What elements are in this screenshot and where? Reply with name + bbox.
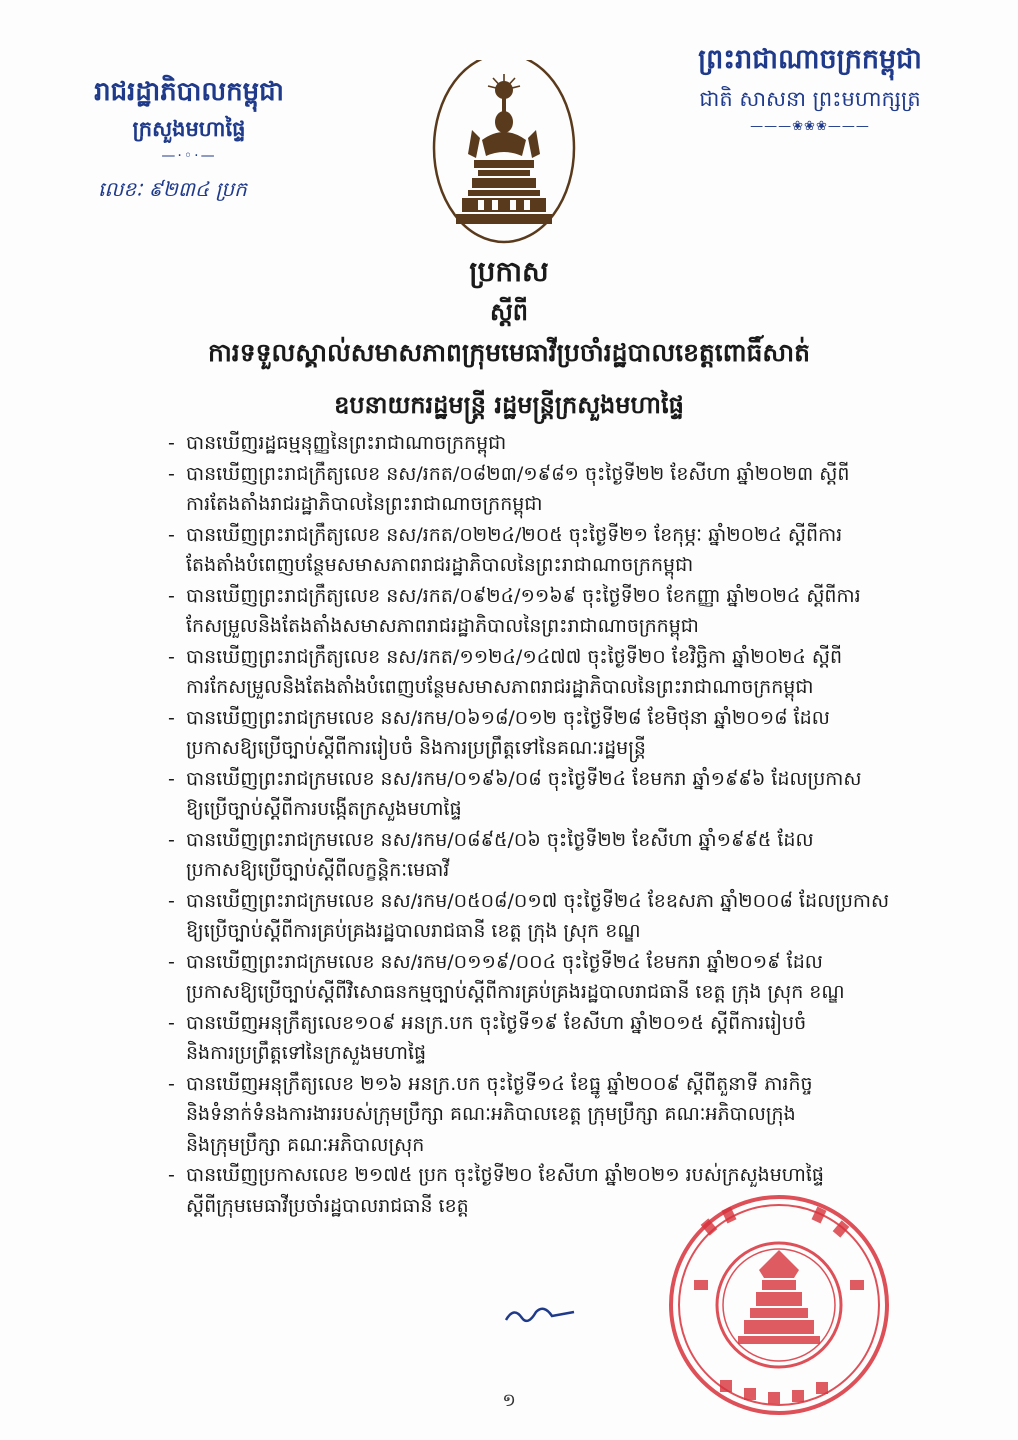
kingdom-header xyxy=(660,38,960,138)
ministry-emblem-icon xyxy=(432,60,576,244)
legal-basis-item xyxy=(168,581,958,642)
document-subject: ការទទួលស្គាល់សមាសភាពក្រុមមេធាវីប្រចាំរដ្ឋបាលខេត្តពោធិ៍សាត់ xyxy=(207,338,811,367)
bullet-dash: - xyxy=(168,645,175,668)
bullet-dash: - xyxy=(168,523,175,546)
ministry-name: ក្រសួងមហាផ្ទៃ xyxy=(132,117,246,141)
item-line: បានឃើញព្រះរាជក្រឹត្យលេខ នស/រកត/០៩២៤/១១៦៩ ចុះថ្ងៃទី២០ ខែកញ្ញា ឆ្នាំ២០២៤ ស្តីពីការ xyxy=(186,584,861,607)
item-line: ការកែសម្រួលនិងតែងតាំងបំពេញបន្ថែមសមាសភាពរាជរដ្ឋាភិបាលនៃព្រះរាជាណាចក្រកម្ពុជា xyxy=(186,676,814,698)
bullet-dash: - xyxy=(168,950,175,973)
legal-basis-item xyxy=(168,459,958,520)
item-line: បានឃើញព្រះរាជក្រមលេខ នស/រកម/០៨៩៥/០៦ ចុះថ្ងៃទី២២ ខែសីហា ឆ្នាំ១៩៩៥ ដែល xyxy=(186,828,814,851)
item-line: បានឃើញព្រះរាជក្រមលេខ នស/រកម/០១៩៦/០៨ ចុះថ្ងៃទី២៤ ខែមករា ឆ្នាំ១៩៩៦ ដែលប្រកាស xyxy=(186,767,862,790)
item-line: និងក្រុមប្រឹក្សា គណៈអភិបាលស្រុក xyxy=(186,1133,425,1156)
legal-basis-item xyxy=(168,886,958,947)
issuer-title: ឧបនាយករដ្ឋមន្ត្រី រដ្ឋមន្ត្រីក្រសួងមហាផ្ទៃ xyxy=(334,391,684,419)
concerning-label: ស្តីពី xyxy=(489,298,529,326)
bullet-dash: - xyxy=(168,828,175,851)
legal-basis-item xyxy=(168,703,958,764)
kingdom-name: ព្រះរាជាណាចក្រកម្ពុជា xyxy=(698,44,922,75)
item-line: ស្តីពីក្រុមមេធាវីប្រចាំរដ្ឋបាលរាជធានី ខេត្ត xyxy=(186,1194,469,1217)
bullet-dash: - xyxy=(168,462,175,485)
legal-basis-item xyxy=(168,1008,958,1069)
ornament-right: ———❀❀❀——— xyxy=(750,119,870,134)
legal-basis-item xyxy=(168,1069,958,1161)
bullet-dash: - xyxy=(168,706,175,729)
legal-basis-item xyxy=(168,642,958,703)
legal-basis-list xyxy=(168,428,958,1221)
item-line: បានឃើញព្រះរាជក្រឹត្យលេខ នស/រកត/០២២៤/២០៥ ចុះថ្ងៃទី២១ ខែកុម្ភៈ ឆ្នាំ២០២៤ ស្តីពីការ xyxy=(186,523,843,546)
item-line: និងការប្រព្រឹត្តទៅនៃក្រសួងមហាផ្ទៃ xyxy=(186,1042,427,1064)
item-line: ការតែងតាំងរាជរដ្ឋាភិបាលនៃព្រះរាជាណាចក្រកម្ពុជា xyxy=(186,493,543,515)
item-line: កែសម្រួលនិងតែងតាំងសមាសភាពរាជរដ្ឋាភិបាលនៃព្រះរាជាណាចក្រកម្ពុជា xyxy=(186,615,699,637)
official-seal-icon xyxy=(664,1190,894,1420)
handwritten-mark xyxy=(500,1300,580,1330)
ornament-left: —·◦·— xyxy=(161,148,217,164)
item-line: តែងតាំងបំពេញបន្ថែមសមាសភាពរាជរដ្ឋាភិបាលនៃព្រះរាជាណាចក្រកម្ពុជា xyxy=(186,554,694,576)
item-line: ប្រកាសឱ្យប្រើច្បាប់ស្តីពីការរៀបចំ និងការប្រព្រឹត្តទៅនៃគណៈរដ្ឋមន្ត្រី xyxy=(186,737,646,759)
bullet-dash: - xyxy=(168,1072,175,1095)
item-line: ប្រកាសឱ្យប្រើច្បាប់ស្តីពីលក្ខន្តិកៈមេធាវី xyxy=(186,859,450,881)
item-line: ឱ្យប្រើច្បាប់ស្តីពីការគ្រប់គ្រងរដ្ឋបាលរាជធានី ខេត្ត ក្រុង ស្រុក ខណ្ឌ xyxy=(186,920,641,942)
item-line: បានឃើញព្រះរាជក្រឹត្យលេខ នស/រកត/១១២៤/១៤៧៧ ចុះថ្ងៃទី២០ ខែវិច្ឆិកា ឆ្នាំ២០២៤ ស្តីពី xyxy=(186,645,843,668)
bullet-dash: - xyxy=(168,584,175,607)
reference-number: លេខៈ ៩២៣៤ ប្រក xyxy=(98,177,247,201)
item-line: បានឃើញអនុក្រឹត្យលេខ ២១៦ អនក្រ.បក ចុះថ្ងៃទី១៤ ខែធ្នូ ឆ្នាំ២០០៩ ស្តីពីតួនាទី ភារកិច្ច xyxy=(186,1072,813,1095)
item-line: បានឃើញព្រះរាជក្រមលេខ នស/រកម/០៥០៨/០១៧ ចុះថ្ងៃទី២៤ ខែឧសភា ឆ្នាំ២០០៨ ដែលប្រកាស xyxy=(186,889,890,912)
bullet-dash: - xyxy=(168,432,175,454)
item-line: បានឃើញព្រះរាជក្រមលេខ នស/រកម/០៦១៨/០១២ ចុះថ្ងៃទី២៨ ខែមិថុនា ឆ្នាំ២០១៨ ដែល xyxy=(186,706,830,729)
title-block xyxy=(0,250,1018,428)
legal-basis-item xyxy=(168,947,958,1008)
item-line: បានឃើញព្រះរាជក្រមលេខ នស/រកម/០១១៩/០០៤ ចុះថ្ងៃទី២៤ ខែមករា ឆ្នាំ២០១៩ ដែល xyxy=(186,950,823,973)
item-line: បានឃើញព្រះរាជក្រឹត្យលេខ នស/រកត/០៨២៣/១៩៨១ ចុះថ្ងៃទី២២ ខែសីហា ឆ្នាំ២០២៣ ស្តីពី xyxy=(186,462,850,485)
issuer-header xyxy=(64,72,314,166)
document-type: ប្រកាស xyxy=(469,255,549,288)
page-number: ១ xyxy=(502,1390,516,1411)
legal-basis-item xyxy=(168,764,958,825)
legal-basis-item xyxy=(168,520,958,581)
item-line: និងទំនាក់ទំនងការងាររបស់ក្រុមប្រឹក្សា គណៈអភិបាលខេត្ត ក្រុមប្រឹក្សា គណៈអភិបាលក្រុង xyxy=(186,1103,796,1125)
item-line: ឱ្យប្រើច្បាប់ស្តីពីការបង្កើតក្រសួងមហាផ្ទៃ xyxy=(186,798,462,820)
national-motto: ជាតិ សាសនា ព្រះមហាក្សត្រ xyxy=(699,87,921,111)
item-line: បានឃើញរដ្ឋធម្មនុញ្ញនៃព្រះរាជាណាចក្រកម្ពុជា xyxy=(186,432,507,454)
government-name: រាជរដ្ឋាភិបាលកម្ពុជា xyxy=(94,77,284,107)
item-line: ប្រកាសឱ្យប្រើច្បាប់ស្តីពីវិសោធនកម្មច្បាប់ស្តីពីការគ្រប់គ្រងរដ្ឋបាលរាជធានី ខេត្ត ក្រុង ស្រុក ខណ្ឌ xyxy=(186,981,845,1003)
legal-basis-item xyxy=(168,825,958,886)
legal-basis-item xyxy=(168,428,958,459)
item-line: បានឃើញអនុក្រឹត្យលេខ១០៩ អនក្រ.បក ចុះថ្ងៃទី១៩ ខែសីហា ឆ្នាំ២០១៥ ស្តីពីការរៀបចំ xyxy=(186,1011,807,1034)
bullet-dash: - xyxy=(168,889,175,912)
bullet-dash: - xyxy=(168,1011,175,1034)
item-line: បានឃើញប្រកាសលេខ ២១៧៥ ប្រក ចុះថ្ងៃទី២០ ខែសីហា ឆ្នាំ២០២១ របស់ក្រសួងមហាផ្ទៃ xyxy=(186,1164,824,1186)
bullet-dash: - xyxy=(168,767,175,790)
bullet-dash: - xyxy=(168,1164,175,1186)
